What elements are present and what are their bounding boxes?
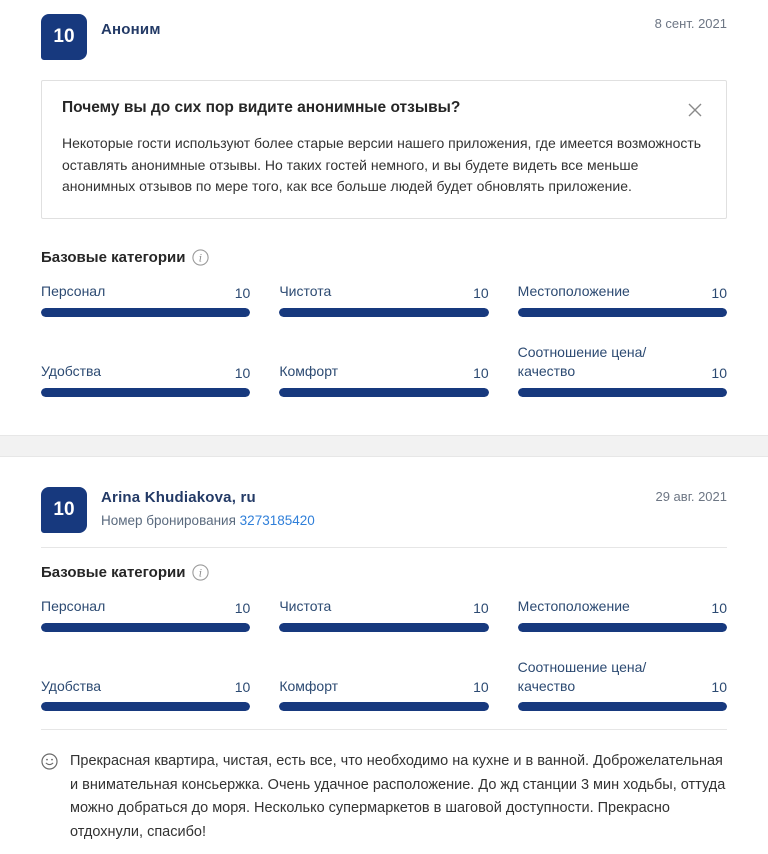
info-box-header [62,99,706,121]
booking-number-link[interactable]: 3273185420 [239,512,315,528]
review-date: 29 авг. 2021 [655,488,727,504]
base-categories-section [41,249,727,397]
review-score-value: 10 [53,498,75,520]
category-score-bar [279,388,488,397]
svg-text:i: i [199,568,203,580]
info-circle-icon[interactable] [192,249,209,266]
category-score: 10 [234,284,251,301]
category-value [518,658,727,712]
category-score-bar [279,702,488,711]
categories-title-row [41,249,727,266]
reviewer-block [101,14,161,38]
categories-title: Базовые категории [41,563,186,581]
category-label: Чистота [279,597,332,614]
category-score: 10 [473,284,489,301]
category-label: Комфорт [279,362,339,379]
category-cleanliness [279,282,488,317]
category-label: Комфорт [279,677,339,694]
category-score: 10 [473,599,489,616]
svg-text:i: i [199,253,203,265]
category-comfort [279,343,488,397]
review-comment-row [41,750,727,854]
category-facilities [41,343,250,397]
category-score: 10 [711,599,727,616]
category-score-bar [518,388,727,397]
category-location [518,282,727,317]
review-card-arina [0,487,768,854]
review-score-badge [41,487,87,533]
category-score: 10 [473,679,489,696]
category-score: 10 [473,364,489,381]
category-staff [41,282,250,317]
section-divider [0,435,768,457]
category-label: Соотношение цена/качество [517,658,647,694]
category-score: 10 [711,284,727,301]
category-score: 10 [234,599,251,616]
booking-number-line [101,513,315,528]
category-staff [41,597,250,632]
category-location [518,597,727,632]
reviewer-block [101,487,315,528]
category-score-bar [279,308,488,317]
anonymous-reviews-info-box [41,80,727,219]
category-score-bar [41,388,250,397]
category-label: Удобства [41,362,102,379]
info-box-title: Почему вы до сих пор видите анонимные отзывы? [62,99,461,116]
category-score: 10 [234,364,251,381]
booking-number-label: Номер бронирования [101,512,236,528]
review-score-value: 10 [53,26,75,47]
reviewer-name: Аноним [101,21,161,38]
category-label: Местоположение [517,283,630,300]
category-score-bar [41,623,250,632]
reviewer-name: Arina Khudiakova, ru [101,488,256,506]
category-label: Соотношение цена/качество [517,343,647,379]
header-divider [41,547,727,548]
category-score: 10 [711,364,727,381]
info-box-body: Некоторые гости используют более старые версии нашего приложения, где имеется возможность оставлять анонимные отзывы. Но таких гостей немного, и вы будете видеть все меньше анонимных отзывов по мере того, как все больше людей будет обновлять приложение. [62,135,702,195]
category-comfort [279,658,488,712]
categories-title: Базовые категории [41,249,186,267]
review-header [41,14,727,60]
categories-divider [41,729,727,730]
category-score-bar [41,702,250,711]
category-label: Чистота [279,283,332,300]
category-score: 10 [711,679,727,696]
categories-grid [41,597,727,712]
categories-grid [41,282,727,397]
review-card-anonymous [0,14,768,397]
review-score-badge [41,14,87,60]
info-circle-icon[interactable] [192,564,209,581]
review-date: 8 сент. 2021 [654,16,727,31]
category-label: Персонал [41,283,106,300]
category-score-bar [518,308,727,317]
category-score: 10 [234,679,251,696]
category-score-bar [41,308,250,317]
category-label: Местоположение [517,597,630,614]
base-categories-section [41,564,727,712]
review-header [41,487,727,533]
category-value [518,343,727,397]
category-score-bar [518,702,727,711]
category-score-bar [279,623,488,632]
category-cleanliness [279,597,488,632]
review-comment-text: Прекрасная квартира, чистая, есть все, что необходимо на кухне и в ванной. Доброжелательная и внимательная консьержка. Очень удачное расположение. До жд станции 3 мин ходьбы, оттуда можно добраться до моря. Несколько супермаркетов в шаговой доступности. Прекрасно отдохнули, спасибо! [70,753,726,840]
category-score-bar [518,623,727,632]
close-icon[interactable] [684,99,706,121]
category-label: Персонал [41,597,106,614]
category-facilities [41,658,250,712]
categories-title-row [41,564,727,581]
category-label: Удобства [41,677,102,694]
